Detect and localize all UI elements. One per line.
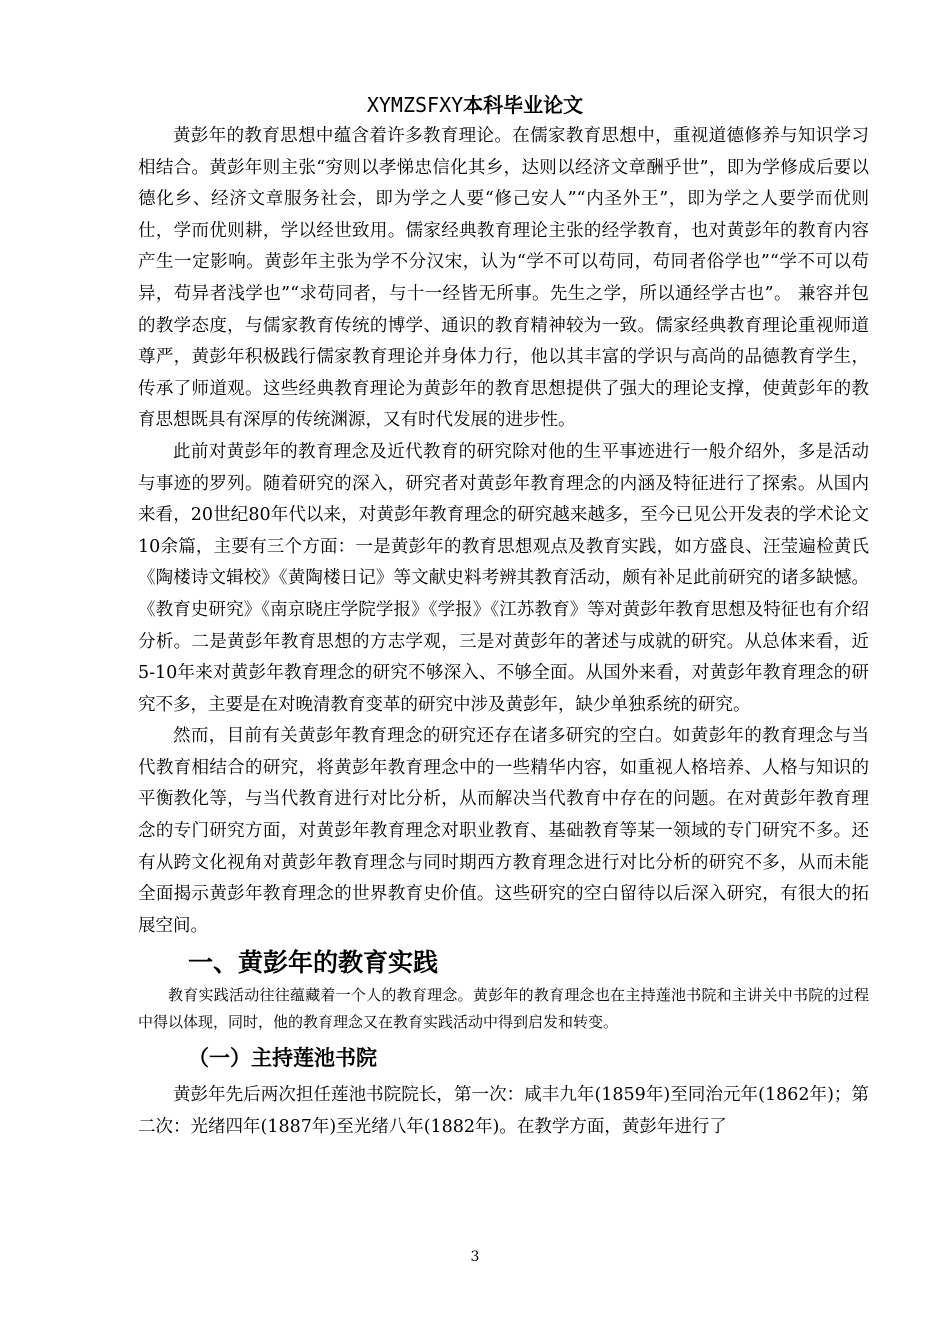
paragraph-educational-theory: 黄彭年的教育思想中蕴含着许多教育理论。在儒家教育思想中，重视道德修养与知识学习相结合。黄彭年则主张“穷则以孝悌忠信化其乡，达则以经济文章酬乎世”，即为学修成后要以德化乡、经济文章服务社会，即为学之人要“修己安人”“内圣外王”，即为学之人要学而优则仕，学而优则耕，学以经世致用。儒家经典教育理论主张的经学教育，也对黄彭年的教育内容产生一定影响。黄彭年主张为学不分汉宋，认为“学不可以苟同，苟同者俗学也”“学不可以苟异，苟异者浅学也”“求苟同者，与十一经皆无所事。先生之学，所以通经学古也”。 兼容并包的教学态度，与儒家教育传统的博学、通识的教育精神较为一致。儒家经典教育理论重视师道尊严，黄彭年积极践行儒家教育理论并身体力行，他以其丰富的学识与高尚的品德教育学生，传承了师道观。这些经典教育理论为黄彭年的教育思想提供了强大的理论支撑，使黄彭年的教育思想既具有深厚的传统渊源，又有时代发展的进步性。 <box>138 126 869 431</box>
paragraph-research-gaps: 然而，目前有关黄彭年教育理念的研究还存在诸多研究的空白。如黄彭年的教育理念与当代教育相结合的研究，将黄彭年教育理念中的一些精华内容，如重视人格培养、人格与知识的平衡教化等，与当代教育进行对比分析，从而解决当代教育中存在的问题。在对黄彭年教育理念的专门研究方面，对黄彭年教育理念对职业教育、基础教育等某一领域的专门研究不多。还有从跨文化视角对黄彭年教育理念与同时期西方教育理念进行对比分析的研究不多，从而未能全面揭示黄彭年教育理念的世界教育史价值。这些研究的空白留待以后深入研究，有很大的拓展空间。 <box>138 726 869 936</box>
header-thesis-title: 本科毕业论文 <box>463 93 584 117</box>
paragraph-section-intro: 教育实践活动往往蕴藏着一个人的教育理念。黄彭年的教育理念也在主持莲池书院和主讲关中书院的过程中得以体现，同时，他的教育理念又在教育实践活动中得到启发和转变。 <box>138 986 869 1032</box>
document-body <box>138 121 869 1144</box>
header-school-code: XYMZSFXY <box>366 93 464 117</box>
paragraph-lianchi-academy: 黄彭年先后两次担任莲池书院院长，第一次：咸丰九年(1859年)至同治元年(1862年)；第二次：光绪四年(1887年)至光绪八年(1882年)。在教学方面，黄彭年进行了 <box>138 1085 869 1138</box>
page-number: 3 <box>470 1249 480 1265</box>
page-header <box>0 92 950 118</box>
subsection-heading: （一）主持莲池书院 <box>188 1046 377 1071</box>
section-heading: 一、黄彭年的教育实践 <box>188 948 439 978</box>
paragraph-research-review: 此前对黄彭年的教育理念及近代教育的研究除对他的生平事迹进行一般介绍外，多是活动与事迹的罗列。随着研究的深入，研究者对黄彭年教育理念的内涵及特征进行了探索。从国内来看，20世纪80年代以来，对黄彭年教育理念的研究越来越多，至今已见公开发表的学术论文10余篇，主要有三个方面：一是黄彭年的教育思想观点及教育实践，如方盛良、汪莹遍检黄氏《陶楼诗文辑校》《黄陶楼日记》等文献史料考辨其教育活动，颇有补足此前研究的诸多缺憾。《教育史研究》《南京晓庄学院学报》《学报》《江苏教育》等对黄彭年教育思想及特征也有介绍分析。二是黄彭年教育思想的方志学观，三是对黄彭年的著述与成就的研究。从总体来看，近5-10年来对黄彭年教育理念的研究不够深入、不够全面。从国外来看，对黄彭年教育理念的研究不多，主要是在对晚清教育变革的研究中涉及黄彭年，缺少单独系统的研究。 <box>138 441 869 715</box>
